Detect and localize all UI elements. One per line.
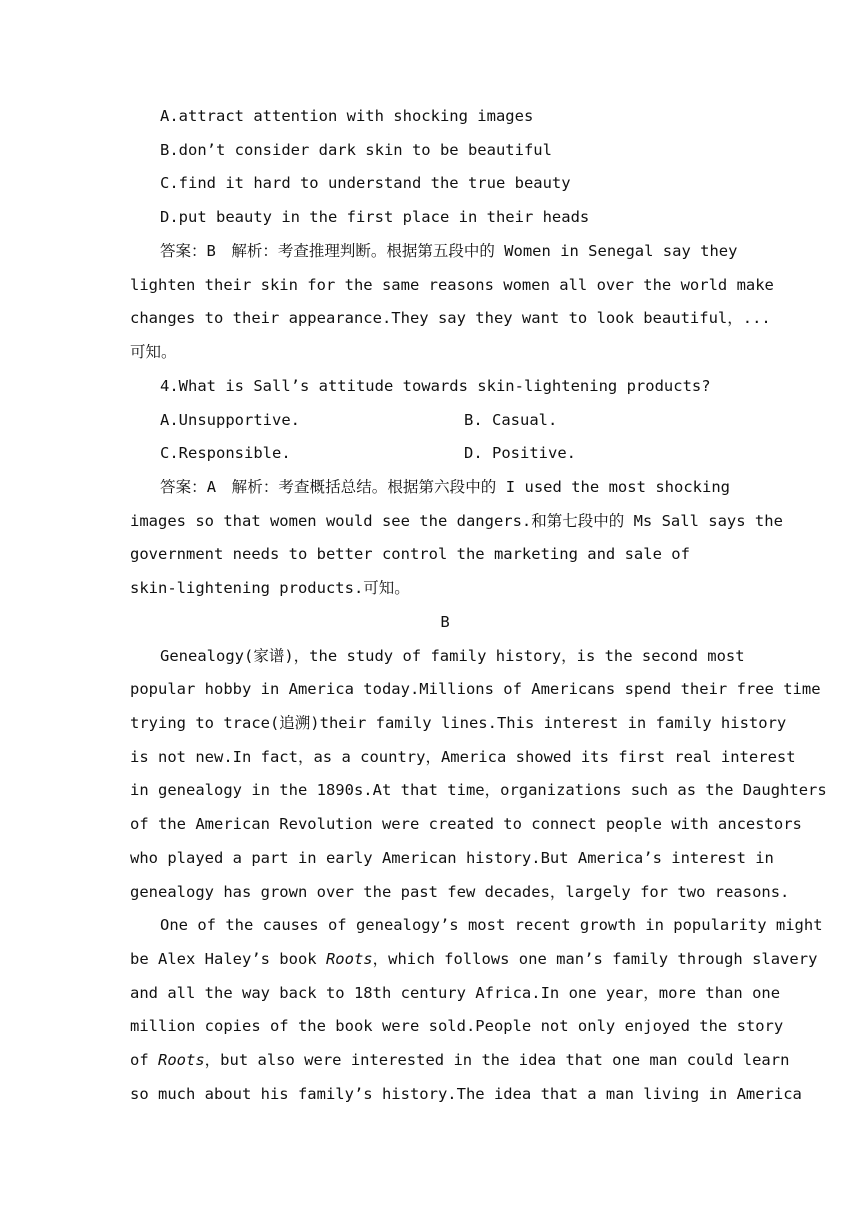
q4-answer-line: images so that women would see the dangers.和第七段中的 Ms Sall says the (130, 512, 783, 530)
passage-line: and all the way back to 18th century Africa.In one year，more than one (130, 984, 781, 1002)
book-title: Roots (325, 950, 373, 968)
passage-line: who played a part in early American history.But America’s interest in (130, 849, 774, 867)
q3-option-c: C.find it hard to understand the true beauty (160, 174, 571, 192)
passage-line-with-title (130, 949, 818, 969)
q4-option-b: B. Casual. (464, 411, 558, 429)
q3-answer-line: changes to their appearance.They say they want to look beautiful，... (130, 309, 771, 327)
passage-line: of the American Revolution were created to connect people with ancestors (130, 815, 802, 833)
q4-answer-line: skin-lightening products.可知。 (130, 579, 410, 597)
passage-line: genealogy has grown over the past few decades，largely for two reasons. (130, 883, 790, 901)
passage-line: trying to trace(追溯)their family lines.This interest in family history (130, 714, 787, 732)
q4-option-c: C.Responsible. (160, 444, 291, 462)
q4-option-d: D. Positive. (464, 444, 576, 462)
passage-line: in genealogy in the 1890s.At that time，organizations such as the Daughters (130, 781, 827, 799)
passage-line: One of the causes of genealogy’s most recent growth in popularity might (160, 916, 823, 934)
q4-answer-line: government needs to better control the marketing and sale of (130, 545, 690, 563)
q3-answer-line: 答案：B 解析：考查推理判断。根据第五段中的 Women in Senegal say they (160, 242, 738, 260)
text-run: ，but also were interested in the idea that one man could learn (204, 1051, 790, 1069)
passage-line-with-title (130, 1050, 790, 1070)
section-label: B (440, 613, 450, 631)
q3-option-d: D.put beauty in the first place in their heads (160, 208, 590, 226)
passage-line: million copies of the book were sold.People not only enjoyed the story (130, 1017, 784, 1035)
q3-option-a: A.attract attention with shocking images (160, 107, 534, 125)
q3-answer-line: 可知。 (130, 343, 177, 361)
q3-option-b: B.don’t consider dark skin to be beautiful (160, 141, 552, 159)
text-run: be Alex Haley’s book (130, 950, 326, 968)
book-title: Roots (158, 1051, 205, 1069)
text-run: ，which follows one man’s family through slavery (372, 950, 818, 968)
passage-line: Genealogy(家谱)，the study of family history，is the second most (160, 647, 745, 665)
q3-answer-line: lighten their skin for the same reasons women all over the world make (130, 276, 774, 294)
q4-question: 4.What is Sall’s attitude towards skin-lightening products? (160, 377, 711, 395)
q4-option-a: A.Unsupportive. (160, 411, 300, 429)
text-run: of (130, 1051, 158, 1069)
q4-answer-line: 答案：A 解析：考查概括总结。根据第六段中的 I used the most shocking (160, 478, 730, 496)
passage-line: is not new.In fact，as a country，America showed its first real interest (130, 748, 796, 766)
passage-line: so much about his family’s history.The idea that a man living in America (130, 1085, 802, 1103)
passage-line: popular hobby in America today.Millions of Americans spend their free time (130, 680, 821, 698)
